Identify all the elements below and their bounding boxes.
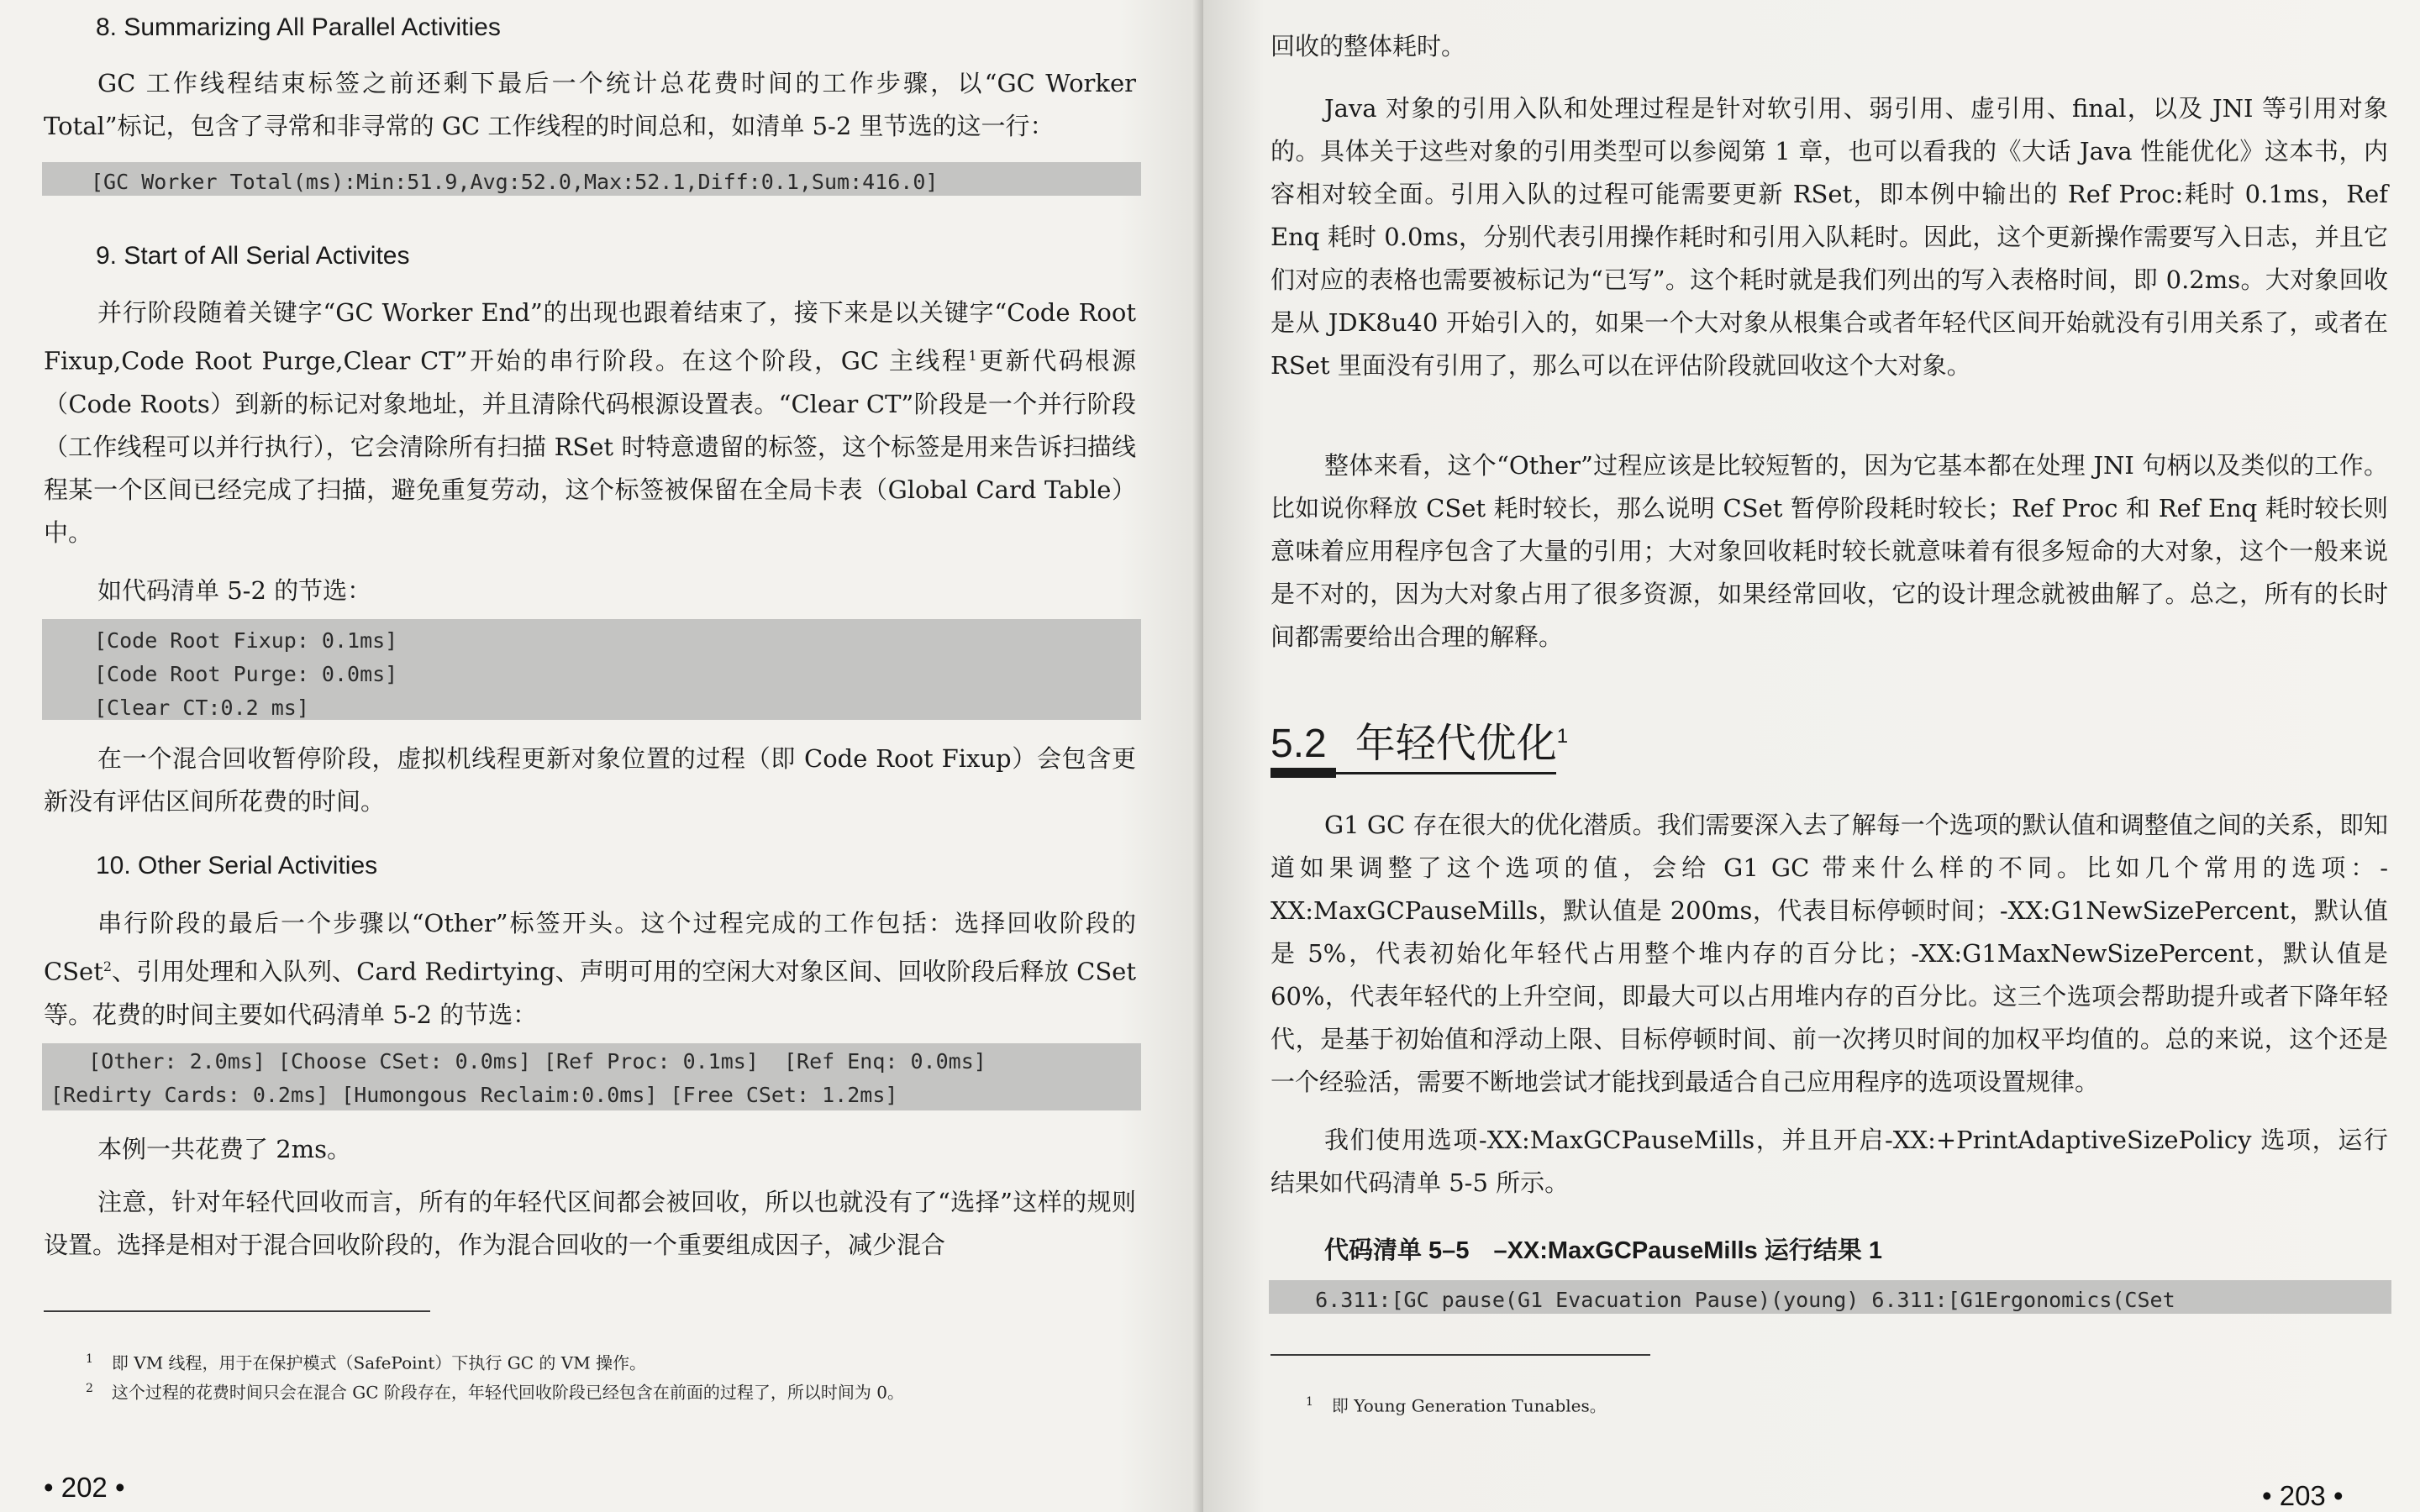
section-rule-thick xyxy=(1270,768,1336,778)
footnote-2-text: 这个过程的花费时间只会在混合 GC 阶段存在，年轻代回收阶段已经包含在前面的过程了，所以时间为 0。 xyxy=(111,1382,904,1403)
footnote-1-mark: 1 xyxy=(86,1352,93,1366)
footnote-2 xyxy=(86,1376,904,1405)
right-paragraph-use: 我们使用选项-XX:MaxGCPauseMills，并且开启-XX:+PrintAdaptiveSizePolicy 选项，运行结果如代码清单 5-5 所示。 xyxy=(1270,1126,2388,1197)
section-10-text-a: 串行阶段的最后一个步骤以“Other”标签开头。这个过程完成的工作包括：选择回收阶段的 CSet xyxy=(44,909,1136,986)
footnote-ref-2: 2 xyxy=(103,958,113,974)
footnote-2-mark: 2 xyxy=(86,1382,93,1395)
left-page xyxy=(0,0,1203,1512)
code-listing-5-5: 6.311:[GC pause(G1 Evacuation Pause)(young) 6.311:[G1Ergonomics(CSet xyxy=(1269,1280,2391,1314)
section-9-paragraph xyxy=(44,291,1136,554)
footnote-1 xyxy=(86,1347,646,1376)
section-10-paragraph-2: 本例一共花费了 2ms。 xyxy=(97,1135,352,1163)
right-paragraph-top: 回收的整体耗时。 xyxy=(1270,32,1466,60)
section-9-paragraph-3: 在一个混合回收暂停阶段，虚拟机线程更新对象位置的过程（即 Code Root Fixup）会包含更新没有评估区间所花费的时间。 xyxy=(44,744,1136,816)
listing-5-5-title: 代码清单 5–5 –XX:MaxGCPauseMills 运行结果 1 xyxy=(1324,1237,1882,1264)
right-page xyxy=(1203,0,2420,1512)
footnote-1-text: 即 VM 线程，用于在保护模式（SafePoint）下执行 GC 的 VM 操作。 xyxy=(111,1352,647,1373)
code-gc-worker-total: [GC Worker Total(ms):Min:51.9,Avg:52.0,Max:52.1,Diff:0.1,Sum:416.0] xyxy=(42,162,1141,196)
right-footnote-1 xyxy=(1306,1389,1607,1419)
section-9-text-b: 更新代码根源（Code Roots）到新的标记对象地址，并且清除代码根源设置表。“Clear CT”阶段是一个并行阶段（工作线程可以并行执行），它会清除所有扫描 RSet 时特意遗留的标签，这个标签是用来告诉扫描线程某一个区间已经完成了扫描，避免重复劳动，这个标签被保留在全局卡表（Global Card Table）中。 xyxy=(44,346,1136,547)
section-8-title: 8. Summarizing All Parallel Activities xyxy=(96,13,501,41)
footnote-ref-1: 1 xyxy=(968,348,977,364)
section-10-paragraph-3: 注意，针对年轻代回收而言，所有的年轻代区间都会被回收，所以也就没有了“选择”这样的规则设置。选择是相对于混合回收阶段的，作为混合回收的一个重要组成因子，减少混合 xyxy=(44,1188,1136,1259)
section-9-paragraph-2: 如代码清单 5-2 的节选： xyxy=(97,576,372,605)
page-number-right: • 203 • xyxy=(2262,1480,2344,1511)
footnote-rule xyxy=(44,1310,430,1312)
right-footnote-1-text: 即 Young Generation Tunables。 xyxy=(1331,1395,1607,1416)
page-number-left: • 202 • xyxy=(44,1472,125,1503)
section-9-text-a: 并行阶段随着关键字“GC Worker End”的出现也跟着结束了，接下来是以关键字“Code Root Fixup,Code Root Purge,Clear CT”开始的串行阶段。在这个阶段，GC 主线程 xyxy=(44,298,1136,375)
section-10-paragraph xyxy=(44,902,1136,1037)
section-9-title: 9. Start of All Serial Activites xyxy=(96,242,410,270)
right-paragraph-other: 整体来看，这个“Other”过程应该是比较短暂的，因为它基本都在处理 JNI 句柄以及类似的工作。比如说你释放 CSet 耗时较长，那么说明 CSet 暂停阶段耗时较长；Ref Proc 和 Ref Enq 耗时较长则意味着应用程序包含了大量的引用；大对象回收耗时较长就意味着有很多短命的大对象，这个一般来说是不对的，因为大对象占用了很多资源，如果经常回收，它的设计理念就被曲解了。总之，所有的长时间都需要给出合理的解释。 xyxy=(1270,451,2388,651)
section-10-title: 10. Other Serial Activities xyxy=(96,852,378,879)
section-number: 5.2 xyxy=(1270,722,1327,766)
right-paragraph-java: Java 对象的引用入队和处理过程是针对软引用、弱引用、虚引用、final，以及 JNI 等引用对象的。具体关于这些对象的引用类型可以参阅第 1 章，也可以看我的《大话 Java 性能优化》这本书，内容相对较全面。引用入队的过程可能需要更新 RSet，即本例中输出的 Ref Proc:耗时 0.1ms，Ref Enq 耗时 0.0ms，分别代表引用操作耗时和引用入队耗时。因此，这个更新操作需要写入日志，并且它们对应的表格也需要被标记为“已写”。这个耗时就是我们列出的写入表格时间，即 0.2ms。大对象回收是从 JDK8u40 开始引入的，如果一个大对象从根集合或者年轻代区间开始就没有引用关系了，或者在 RSet 里面没有引用了，那么可以在评估阶段就回收这个大对象。 xyxy=(1270,94,2388,380)
section-5-2-heading xyxy=(1270,711,1568,769)
right-footnote-1-mark: 1 xyxy=(1306,1395,1313,1409)
section-title: 年轻代优化 xyxy=(1355,722,1557,766)
section-rule-thin xyxy=(1336,772,1556,774)
right-footnote-rule xyxy=(1270,1354,1650,1356)
code-code-root: [Code Root Fixup: 0.1ms] [Code Root Purge: 0.0ms] [Clear CT:0.2 ms] xyxy=(42,619,1141,720)
code-other: [Other: 2.0ms] [Choose CSet: 0.0ms] [Ref Proc: 0.1ms] [Ref Enq: 0.0ms] [Redirty Cards: 0.2ms] [Humongous Reclaim:0.0ms] [Free CSet: 1.2ms] xyxy=(42,1043,1141,1110)
section-footnote-ref: 1 xyxy=(1556,725,1569,748)
section-10-text-b: 、引用处理和入队列、Card Redirtying、声明可用的空闲大对象区间、回收阶段后释放 CSet 等。花费的时间主要如代码清单 5-2 的节选： xyxy=(44,957,1136,1029)
section-8-paragraph: GC 工作线程结束标签之前还剩下最后一个统计总花费时间的工作步骤，以“GC Worker Total”标记，包含了寻常和非寻常的 GC 工作线程的时间总和，如清单 5-2 里节选的这一行： xyxy=(44,69,1136,140)
right-paragraph-g1: G1 GC 存在很大的优化潜质。我们需要深入去了解每一个选项的默认值和调整值之间的关系，即知道如果调整了这个选项的值，会给 G1 GC 带来什么样的不同。比如几个常用的选项：-XX:MaxGCPauseMills，默认值是 200ms，代表目标停顿时间；-XX:G1NewSizePercent，默认值是 5%，代表初始化年轻代占用整个堆内存的百分比；-XX:G1MaxNewSizePercent，默认值是 60%，代表年轻代的上升空间，即最大可以占用堆内存的百分比。这三个选项会帮助提升或者下降年轻代，是基于初始值和浮动上限、目标停顿时间、前一次拷贝时间的加权平均值的。总的来说，这个还是一个经验活，需要不断地尝试才能找到最适合自己应用程序的选项设置规律。 xyxy=(1270,811,2388,1096)
